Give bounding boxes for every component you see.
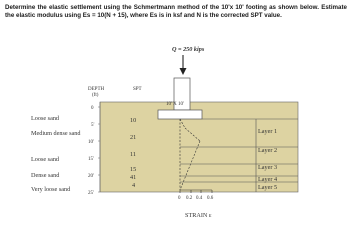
depth-tick-20-label: 20': [88, 174, 94, 179]
spt-header: SPT: [133, 87, 142, 92]
spt-value: 21: [130, 134, 137, 141]
spt-value: 11: [130, 151, 136, 158]
spt-value: 41: [130, 174, 137, 181]
layer-3-label: Layer 3: [258, 164, 278, 171]
soil-loose-sand-top: Loose sand: [31, 115, 60, 122]
soil-very-loose-sand: Very loose sand: [31, 186, 71, 193]
layer-2-label: Layer 2: [258, 147, 278, 154]
footing: [158, 78, 202, 119]
depth-tick-15-label: 15': [88, 157, 94, 162]
spt-value: 15: [130, 166, 137, 173]
footing-size-label: 10' X 10': [166, 102, 184, 107]
soil-medium-dense-sand: [31, 130, 81, 137]
depth-tick-5: [91, 123, 100, 128]
soil-loose-sand-middle: Loose sand: [31, 156, 60, 163]
spt-value: 4: [132, 182, 136, 189]
layer-5-label: Layer 5: [258, 184, 278, 191]
depth-unit: (ft): [92, 93, 99, 98]
layer-1-label: Layer 1: [258, 128, 278, 135]
load-label: Q = 250 kips: [172, 46, 205, 53]
strain-tick-label: 0.2: [186, 196, 193, 201]
strain-axis-label: STRAIN ε: [185, 212, 212, 219]
load-arrow-icon: [180, 55, 187, 75]
soil-dense-sand: Dense sand: [31, 172, 60, 179]
strain-tick-label: 0.4: [196, 196, 203, 201]
strain-tick-label: 0.6: [207, 196, 214, 201]
depth-tick-10-label: 10': [88, 140, 94, 145]
strain-tick-label: 0: [178, 196, 181, 201]
depth-tick-0-label: 0: [91, 106, 94, 111]
layer-4-label: Layer 4: [258, 176, 278, 183]
depth-header: DEPTH: [88, 87, 105, 92]
depth-tick-25: [88, 191, 100, 196]
problem-statement: Determine the elastic settlement using the Schmertmann method of the 10'x 10' footing as shown below. Estimate the elastic modulus using Es = 10(N + 15), where Es is in ksf and N is the corrected SPT value.: [5, 4, 347, 19]
soil-medium-dense-sand-line: Medium dense sand: [31, 130, 81, 137]
depth-tick-25-label: 25': [88, 191, 94, 196]
spt-value: 10: [130, 117, 137, 124]
depth-tick-20: [88, 174, 100, 179]
depth-tick-5-label: 5': [91, 123, 95, 128]
depth-tick-15: [88, 157, 100, 162]
depth-tick-0: [91, 106, 100, 111]
depth-tick-10: [88, 140, 100, 145]
